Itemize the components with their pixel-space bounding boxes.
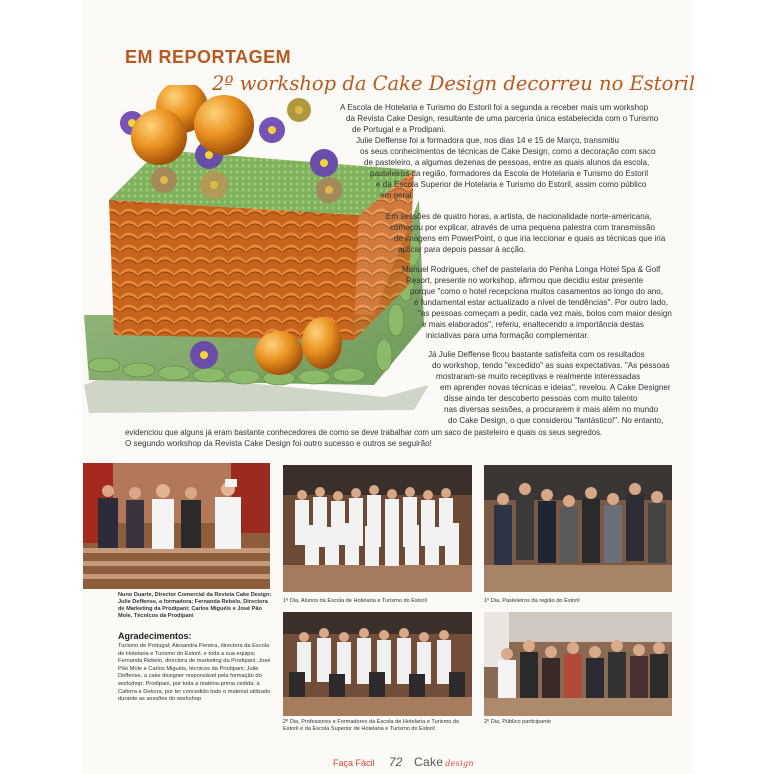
- article-line: do workshop, tendo "excedido" as suas expectativas. "As pessoas: [432, 361, 670, 370]
- article-line: Julie Deffense foi a formadora que, nos dias 14 e 15 de Março, transmitiu: [356, 136, 620, 145]
- group-photo-students: [283, 465, 472, 592]
- group-photo-pastry-chefs: [484, 465, 672, 592]
- caption-photo-students: 1º Dia, Alunos da Escola de Hotelaria e Turismo do Estoril: [283, 598, 427, 604]
- article-line: e mais elaborados", referiu, enaltecendo a importância destas: [422, 320, 644, 329]
- group-photo-staff: [83, 463, 270, 589]
- acknowledgements-text: Turismo de Portugal; Alexandra Pereira, directora da Escola de Hotelaria e Turismo do Estoril, e toda a sua equipa; Fernanda Rebelo, directora de marketing da Prodipani; José Pão Mole e Carlos Miguéis, técnicos da Prodipani; Julie Deffense, a cake designer responsável pela formação do workshop; Prodipani, por toda a matéria-prima cedida; à Caferra e Dekora, por ter concedido todo o material utilizado durante as sessões do workshop: [118, 643, 271, 703]
- acknowledgements-title: Agradecimentos:: [118, 631, 192, 641]
- right-margin: [692, 0, 774, 774]
- article-line: é fundamental estar actualizado a nível de tendências". Por outro lado,: [414, 298, 668, 307]
- footer-brand-main: Cake: [414, 755, 444, 769]
- page-number: 72: [389, 755, 403, 769]
- left-margin: [0, 0, 82, 774]
- cake-photo: [84, 85, 434, 415]
- article-line: começou por explicar, através de uma pequena palestra com transmissão: [390, 223, 655, 232]
- article-line: de Portugal e a Prodipani.: [352, 125, 446, 134]
- caption-photo-audience: 2º Dia, Público participante: [484, 719, 552, 725]
- article-line: mostraram-se muito receptivas e realmente interessadas: [436, 372, 641, 381]
- article-line: em geral.: [380, 191, 414, 200]
- article-line: da Revista Cake Design, resultante de uma parceria única estabelecida com o Turismo: [346, 114, 659, 123]
- article-line: A Escola de Hotelaria e Turismo do Estoril foi a segunda a receber mais um workshop: [340, 103, 649, 112]
- article-line: pasteleiros da região, formadores da Escola de Hotelaria e Turismo do Estoril: [370, 169, 649, 178]
- article-line: "as pessoas começam a pedir, cada vez mais, bolos com maior design: [418, 309, 672, 318]
- section-label: EM REPORTAGEM: [125, 47, 292, 67]
- headline: 2º workshop da Cake Design decorreu no Estoril: [212, 72, 696, 95]
- article-line: iniciativas para uma formação complementar.: [426, 331, 589, 340]
- footer-section: Faça Fácil: [333, 758, 375, 768]
- article-line: evidenciou que alguns já eram bastante conhecedores de como se deve trabalhar com um saco de pasteleiro e quais os seus segredos.: [125, 428, 603, 437]
- footer-brand-logo: [414, 755, 474, 769]
- article-line: de imagens em PowerPoint, o que iria leccionar e quais as técnicas que iria: [394, 234, 666, 243]
- article-line: Resort, presente no workshop, afirmou que decidiu estar presente: [406, 276, 644, 285]
- article-line: de pasteleiro, a algumas dezenas de pessoas, entre as quais alunos da escola,: [364, 158, 650, 167]
- article-line: e da Escola Superior de Hotelaria e Turismo do Estoril, assim como público: [376, 180, 647, 189]
- footer-brand-sub: design: [445, 759, 474, 768]
- article-line: do Cake Design, o que considerou "fantástico!". No entanto,: [448, 416, 664, 425]
- article-line: em aprender novas técnicas e ideias", revelou. A Cake Designer: [440, 383, 671, 392]
- article-line: Já Julie Deffense ficou bastante satisfeita com os resultados: [428, 350, 645, 359]
- caption-photo-teachers: 2º Dia, Professores e Formadores da Escola de Hotelaria e Turismo do Estoril e da Escola Superior de Hotelaria e Turismo do Estoril: [283, 719, 460, 732]
- article-line: aplicar para depois passar à acção.: [398, 245, 526, 254]
- article-line: O segundo workshop da Revista Cake Design foi outro sucesso e outros se seguirão!: [125, 439, 432, 448]
- group-photo-teachers: [283, 612, 472, 716]
- article-line: nas diversas sessões, a procurarem ir mais além no mundo: [444, 405, 659, 414]
- caption-photo-staff: Nuno Duarte, Director Comercial da Revista Cake Design; Julie Deffense, a formadora; Fernanda Rebelo, Directora de Marketing da Prodipani; Carlos Miguéis e José Pão Mole, Técnicos da Prodipani: [118, 592, 272, 619]
- group-photo-audience: [484, 612, 672, 716]
- article-line: disse ainda ter descoberto pessoas com muito talento: [444, 394, 638, 403]
- article-line: Em sessões de quatro horas, a artista, de nacionalidade norte-americana,: [386, 212, 652, 221]
- article-line: os seus conhecimentos de técnicas de Cake Design, como a decoração com saco: [360, 147, 656, 156]
- article-line: Manuel Rodrigues, chef de pastelaria do Penha Longa Hotel Spa & Golf: [402, 265, 661, 274]
- caption-photo-pastry-chefs: 1º Dia, Pasteleiros da região do Estoril: [484, 598, 580, 604]
- article-line: porque "como o hotel recepciona muitos casamentos ao longo do ano,: [410, 287, 664, 296]
